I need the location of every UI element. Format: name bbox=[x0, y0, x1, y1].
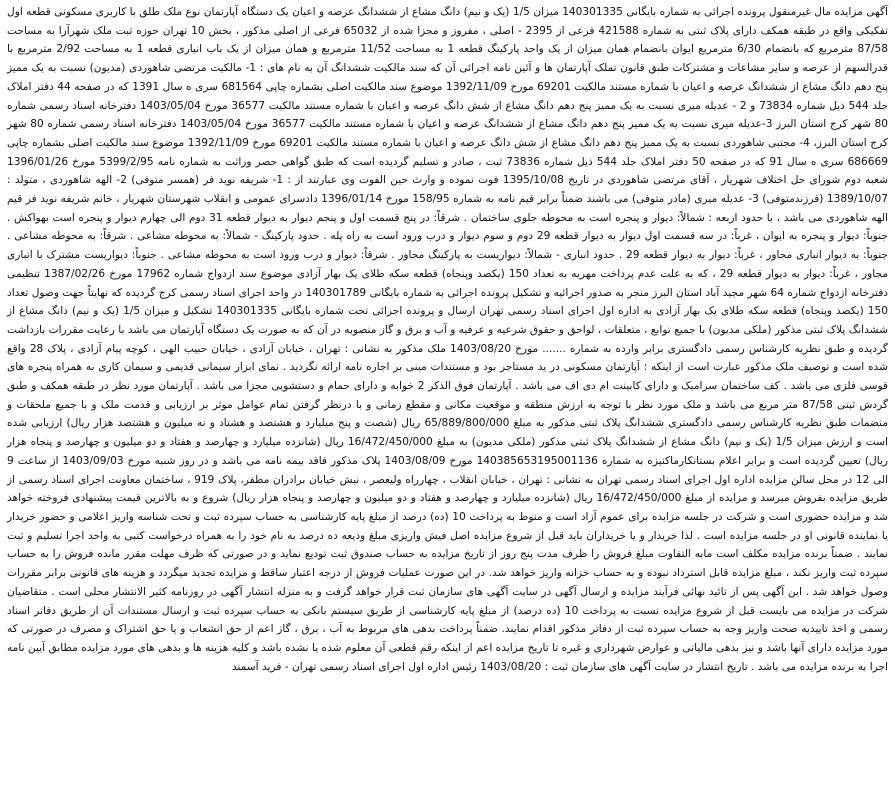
auction-notice-text: آگهی مزایده مال غیرمنقول پرونده اجرائی به شماره بایگانی 140301335 میزان 1/5 (یک و نیم) دانگ مشاع از ششدانگ عرصه و اعیان یک دستگاه آپارتمان نوع ملک طلق با کاربری مسکونی قطعه اول تفکیکی واقع در طبقه همکف دارای پلاک ثبتی به شماره 421588 فرعی از 2395 - اصلی ، مفروز و مجزا شده از 65032 فرعی از اصلی مذکور ، بخش 10 تهران حوزه ثبت ملک شهرآرا به مساحت 87/58 مترمربع که بانضمام 6/30 مترمربع ایوان بانضمام همان میزان از یک واحد پارکینگ قطعه 1 به مساحت 11/52 مترمربع و همان میزان از یک باب انباری قطعه 1 به مساحت 2/92 مترمربع با قدرالسهم از عرصه و سایر مشاعات و مشترکات طبق قانون تملک آپارتمان ها و آئین نامه اجرائی آن که سند مالکیت ششدانگ آن به نام های : 1- مالکیت مرتضی شاهوردی (مدیون) نسبت به یک ممیز پنج دهم دانگ مشاع از ششدانگ عرصه و اعیان با شماره مستند مالکیت 69201 مورخ 1392/11/09 موضوع سند مالکیت اصلی بشماره چاپی 681564 سری ه سال 1391 که در صفحه 44 دفتر املاک جلد 544 ذیل شماره 73834 و 2 - عدیله میری نسبت به یک ممیز پنج دهم دانگ مشاع از شش دانگ عرصه و اعیان با شماره مستند مالکیت 36577 مورخ 1403/05/04 دفترخانه اسناد رسمی شماره 80 شهر کرج استان البرز 3-عدیله میری نسبت به یک ممیز پنج دهم دانگ مشاع از ششدانگ عرصه و اعیان با شماره مستند مالکیت 36577 مورخ 1403/05/04 دفترخانه اسناد رسمی شماره 80 شهر کرج استان البرز، 4- مجتبی شاهوردی نسبت به یک ممیز پنج دهم دانگ مشاع از شش دانگ عرصه و اعیان با شماره مستند مالکیت 69201 مورخ 1392/11/09 موضوع سند مالکیت اصلی بشماره چاپی 686669 سری ه سال 91 که در صفحه 50 دفتر املاک جلد 544 ذیل شماره 73836 ثبت ، صادر و تسلیم گردیده است که طبق گواهی حصر وراثت به شماره نامه 5399/2/95 مورخ 1396/01/26 شعبه دوم شورای حل اختلاف شهریار ، آقای مرتضی شاهوردی در تاریخ 1395/10/08 فوت نموده و وارث حین الفوت وی عبارتند از : 1- شریفه نوید فر (همسر متوفی) 2- الهه شاهوردی ، متولد : 1389/10/07 (فرزندمتوفی) 3- عدیله میری (مادر متوفی) می باشند ضمناً برابر قیم نامه به شماره 158/95 مورخ 1396/01/14 دادسرای عمومی و انقلاب شهرستان شهریار ، خانم شریفه نوید فر قیم الهه شاهوردی می باشد ، با حدود اربعه : شمالاً: دیوار و پنجره است به محوطه جلوی ساختمان . شرقاً: در پنج قسمت اول و پنجم دیوار به دیوار قطعه 31 دوم الی چهارم دیوار و پنجره است بهواکش . جنوباً: دیوار و پنجره به ایوان ، غرباً: در سه قسمت اول دیوار به دیوار قطعه 29 دوم و سوم دیوار و درب ورود است به راه پله . حدود پارکینگ - شمالاً: به محوطه مشاعی . شرقاً: به محوطه مشاعی . جنوباً: به دیوار انباری مجاور ، غرباً: دیوار به دیوار قطعه 29 . حدود انباری - شمالاً: دیواریست به پارکینگ مجاور . شرقاً: دیوار و درب ورود است به محوطه مشاعی . جنوباً: دیواریست مشترک با انباری مجاور ، غرباً: دیوار به دیوار قطعه 29 ، که به علت عدم پرداخت مهریه به تعداد 150 (یکصد وپنجاه) قطعه سکه طلای یک بهار آزادی موضوع سند ازدواج شماره 17962 مورخ 1387/02/26 تنظیمی دفترخانه ازدواج شماره 64 شهر مجید آباد استان البرز منجر به صدور اجرائیه و تشکیل پرونده اجرائی به شماره بایگانی 140301789 در واحد اجرای اسناد رسمی کرج گردیده که نهایتاً جهت وصول تعداد 150 (یکصد وپنجاه) قطعه سکه طلای یک بهار آزادی به اداره اول اجرای اسناد رسمی تهران ارسال و پرونده اجرائی تحت شماره بایگانی 140301335 تشکیل و میزان 1/5 (یک و نیم) دانگ مشاع از ششدانگ پلاک ثبتی مذکور (ملکی مدیون) با جمیع توابع ، متعلقات ، لواحق و حقوق شرعیه و عرفیه و آب و برق و گاز منصوبه در آن که به صورت یک دستگاه آپارتمان می باشد با رعایت مقررات بازداشت گردیده و طبق نظریه کارشناس رسمی دادگستری برابر وارده به شماره ....... مورخ 1403/08/20 ملک مذکور به نشانی : تهران ، خیابان آزادی ، خیابان حبیب الهی ، کوچه پیام آزادی ، پلاک 28 واقع شده است و توصیف ملک مذکور عبارت است از اینکه : آپارتمان مسکونی در ید مستاجر بود و مستندات مبنی بر اجاره نامه ارائه نگردید . نمای ابزار سیمانی قدیمی و سیمان کاری به همراه پنجره های قوسی فلزی می باشد . کف ساختمان سرامیک و دارای کابینت ام دی اف می باشد . آپارتمان فوق الذکر 2 خوابه و دارای حمام و دستشویی مجزا می باشد . آپارتمان مورد نظر در طبقه همکف و طبق گردش ثبتی 87/58 متر مربع می باشد و ملک مورد نظر با توجه به ارزش منطقه و موقعیت مکانی و مقطع زمانی و با درنظر گرفتن تمام عوامل موثر بر ارزیابی و قدمت ملک و با جمیع ملحقات و منضمات طبق نظریه کارشناس رسمی دادگستری ششدانگ پلاک ثبتی مذکور به مبلغ 65/889/800/000 ریال (شصت و پنج میلیارد و هشتصد و هشتاد و نه میلیون و هشتصد هزار ریال) ارزیابی شده است و ارزش میزان 1/5 (یک و نیم) دانگ مشاع از ششدانگ پلاک ثبتی مذکور (ملکی مدیون) به مبلغ 16/472/450/000 ریال (شانزده میلیارد و چهارصد و هفتاد و دو میلیون و چهارصد و پنجاه هزار ریال) تعیین گردیده است و برابر اعلام بستانکارماکنیزه به شماره 140385653195001136 مورخ 1403/08/09 پلاک مذکور فاقد بیمه نامه می باشد و در روز شنبه مورخ 1403/09/03 از ساعت 9 الی 12 در محل سالن مزایده اداره اول اجرای اسناد رسمی تهران به نشانی : تهران ، خیابان انقلاب ، چهارراه ولیعصر ، نبش خیابان برادران مظفر، پلاک 919 ، ساختمان معاونت اجرای اسناد رسمی از طریق مزایده بفروش میرسد و مزایده از مبلغ 16/472/450/000 ریال (شانزده میلیارد و چهارصد و هفتاد و دو میلیون و چهارصد و پنجاه هزار ریال) شروع و به بالاترین قیمت پیشنهادی فروخته خواهد شد و مزایده حضوری است و شرکت در جلسه مزایده برای عموم آزاد است و منوط به پرداخت 10 (ده) درصد از مبلغ پایه کارشناسی به حساب سپرده ثبت و تحت شناسه واریز اعلامی و حضور خریدار یا نماینده قانونی او در جلسه مزایده است . لذا خریدار و یا خریداران باید قبل از شروع مزایده اصل فیش واریزی مبلغ ودیعه ده درصد به نام خود را به همراه درخواست کتبی به واحد اجرا تسلیم و ثبت نمایند . ضمناً برنده مزایده مکلف است مابه التفاوت مبلغ فروش را ظرف مدت پنج روز از تاریخ مزایده به حساب صندوق ثبت تودیع نماید و در صورتی که ظرف مهلت مقرر مانده فروش را به حساب سپرده ثبت واریز نکند ، مبلغ مزایده قابل استرداد نبوده و به حساب خزانه واریز خواهد شد. در این صورت عملیات فروش از درجه اعتبار ساقط و مزایده تجدید میگردد و هزینه های قانونی برابر مقررات وصول خواهد شد . این آگهی پس از تائید نهائی فرآیند مزایده و ارسال آگهی در سایت آگهی های سازمان ثبت قرار خواهد گرفت و به منزله انتشار آگهی در روزنامه کثیر الانتشار محلی است . متقاضیان شرکت در مزایده می بایست قبل از شروع مزایده نسبت به پرداخت 10 (ده درصد) از مبلغ پایه کارشناسی از طریق سیستم بانکی به حساب سپرده ثبت و ارسال مستندات آن از طریق دفاتر اسناد رسمی و اخذ تاییدیه صحت واریز وجه به حساب سپرده ثبت از دفاتر مذکور اقدام نمایند. ضمناً پرداخت بدهی های مربوط به آب ، برق ، گاز اعم از حق انشعاب و یا حق اشتراک و مصرف در صورتی که مورد مزایده دارای آنها باشد و نیز بدهی مالیاتی و عوارض شهرداری و غیره تا تاریخ مزایده اعم از اینکه رقم قطعی آن معلوم شده یا نشده باشد و کلیه هزینه ها و بدهی های مورد مزایده مطابق آیین نامه اجرا به برنده مزایده می باشد . تاریخ انتشار در سایت آگهی های سازمان ثبت : 1403/08/20 رئیس اداره اول اجرای اسناد رسمی تهران - فرید آسمند bbox=[7, 6, 889, 673]
